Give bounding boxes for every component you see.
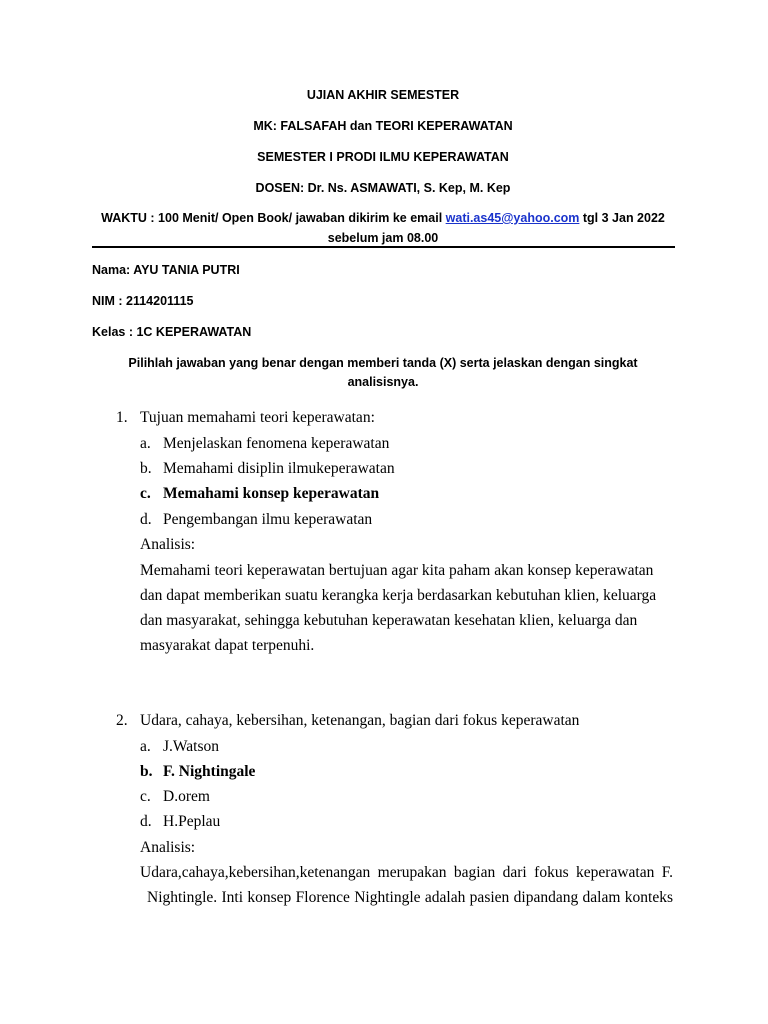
option-letter: a. <box>140 435 151 452</box>
analysis-line: Nightingle. Inti konsep Florence Nightingle adalah pasien dipandang dalam konteks <box>147 889 673 906</box>
instructions-line-1: Pilihlah jawaban yang benar dengan memberi tanda (X) serta jelaskan dengan singkat <box>128 356 638 370</box>
analysis-line: masyarakat dapat terpenuhi. <box>140 637 315 654</box>
option-text: D.orem <box>163 788 210 805</box>
option-letter-selected: b. <box>140 763 153 780</box>
analysis-line: Memahami teori keperawatan bertujuan agar kita paham akan konsep keperawatan <box>140 562 654 579</box>
option-letter: c. <box>140 788 151 805</box>
option-text: Pengembangan ilmu keperawatan <box>163 511 373 528</box>
question-number: 2. <box>116 712 128 729</box>
option-letter: d. <box>140 813 152 830</box>
header-time-text: WAKTU : 100 Menit/ Open Book/ jawaban dikirim ke email <box>101 211 446 225</box>
question-text: Udara, cahaya, kebersihan, ketenangan, bagian dari fokus keperawatan <box>140 712 580 729</box>
header-lecturer: DOSEN: Dr. Ns. ASMAWATI, S. Kep, M. Kep <box>255 181 511 195</box>
student-class: Kelas : 1C KEPERAWATAN <box>92 325 252 339</box>
option-letter: a. <box>140 738 151 755</box>
option-letter: b. <box>140 460 152 477</box>
student-name: Nama: AYU TANIA PUTRI <box>92 263 240 277</box>
question-text: Tujuan memahami teori keperawatan: <box>140 409 375 426</box>
option-text-selected: Memahami konsep keperawatan <box>163 485 380 502</box>
email-link[interactable]: wati.as45@yahoo.com <box>445 211 580 225</box>
header-semester: SEMESTER I PRODI ILMU KEPERAWATAN <box>257 150 509 164</box>
analysis-label: Analisis: <box>140 536 196 553</box>
header-time-line <box>92 211 674 225</box>
header-course: MK: FALSAFAH dan TEORI KEPERAWATAN <box>253 119 513 133</box>
analysis-line: dan dapat memberikan suatu kerangka kerja berdasarkan kebutuhan klien, keluarga <box>140 587 657 604</box>
option-text: Memahami disiplin ilmukeperawatan <box>163 460 395 477</box>
analysis-label: Analisis: <box>140 839 196 856</box>
option-text-selected: F. Nightingale <box>163 763 256 780</box>
analysis-line: dan masyarakat, sehingga kebutuhan keperawatan kesehatan klien, keluarga dan <box>140 612 638 629</box>
option-text: Menjelaskan fenomena keperawatan <box>163 435 390 452</box>
header-deadline: sebelum jam 08.00 <box>327 231 439 245</box>
header-title: UJIAN AKHIR SEMESTER <box>306 88 460 102</box>
option-text: J.Watson <box>163 738 220 755</box>
option-text: H.Peplau <box>163 813 221 830</box>
question-number: 1. <box>116 409 128 426</box>
header-divider <box>92 246 675 248</box>
header-date-text: tgl 3 Jan 2022 <box>579 211 665 225</box>
analysis-line: Udara,cahaya,kebersihan,ketenangan merupakan bagian dari fokus keperawatan F. <box>140 864 673 881</box>
option-letter-selected: c. <box>140 485 151 502</box>
instructions-line-2: analisisnya. <box>347 375 419 389</box>
option-letter: d. <box>140 511 152 528</box>
student-nim: NIM : 2114201115 <box>92 294 194 308</box>
